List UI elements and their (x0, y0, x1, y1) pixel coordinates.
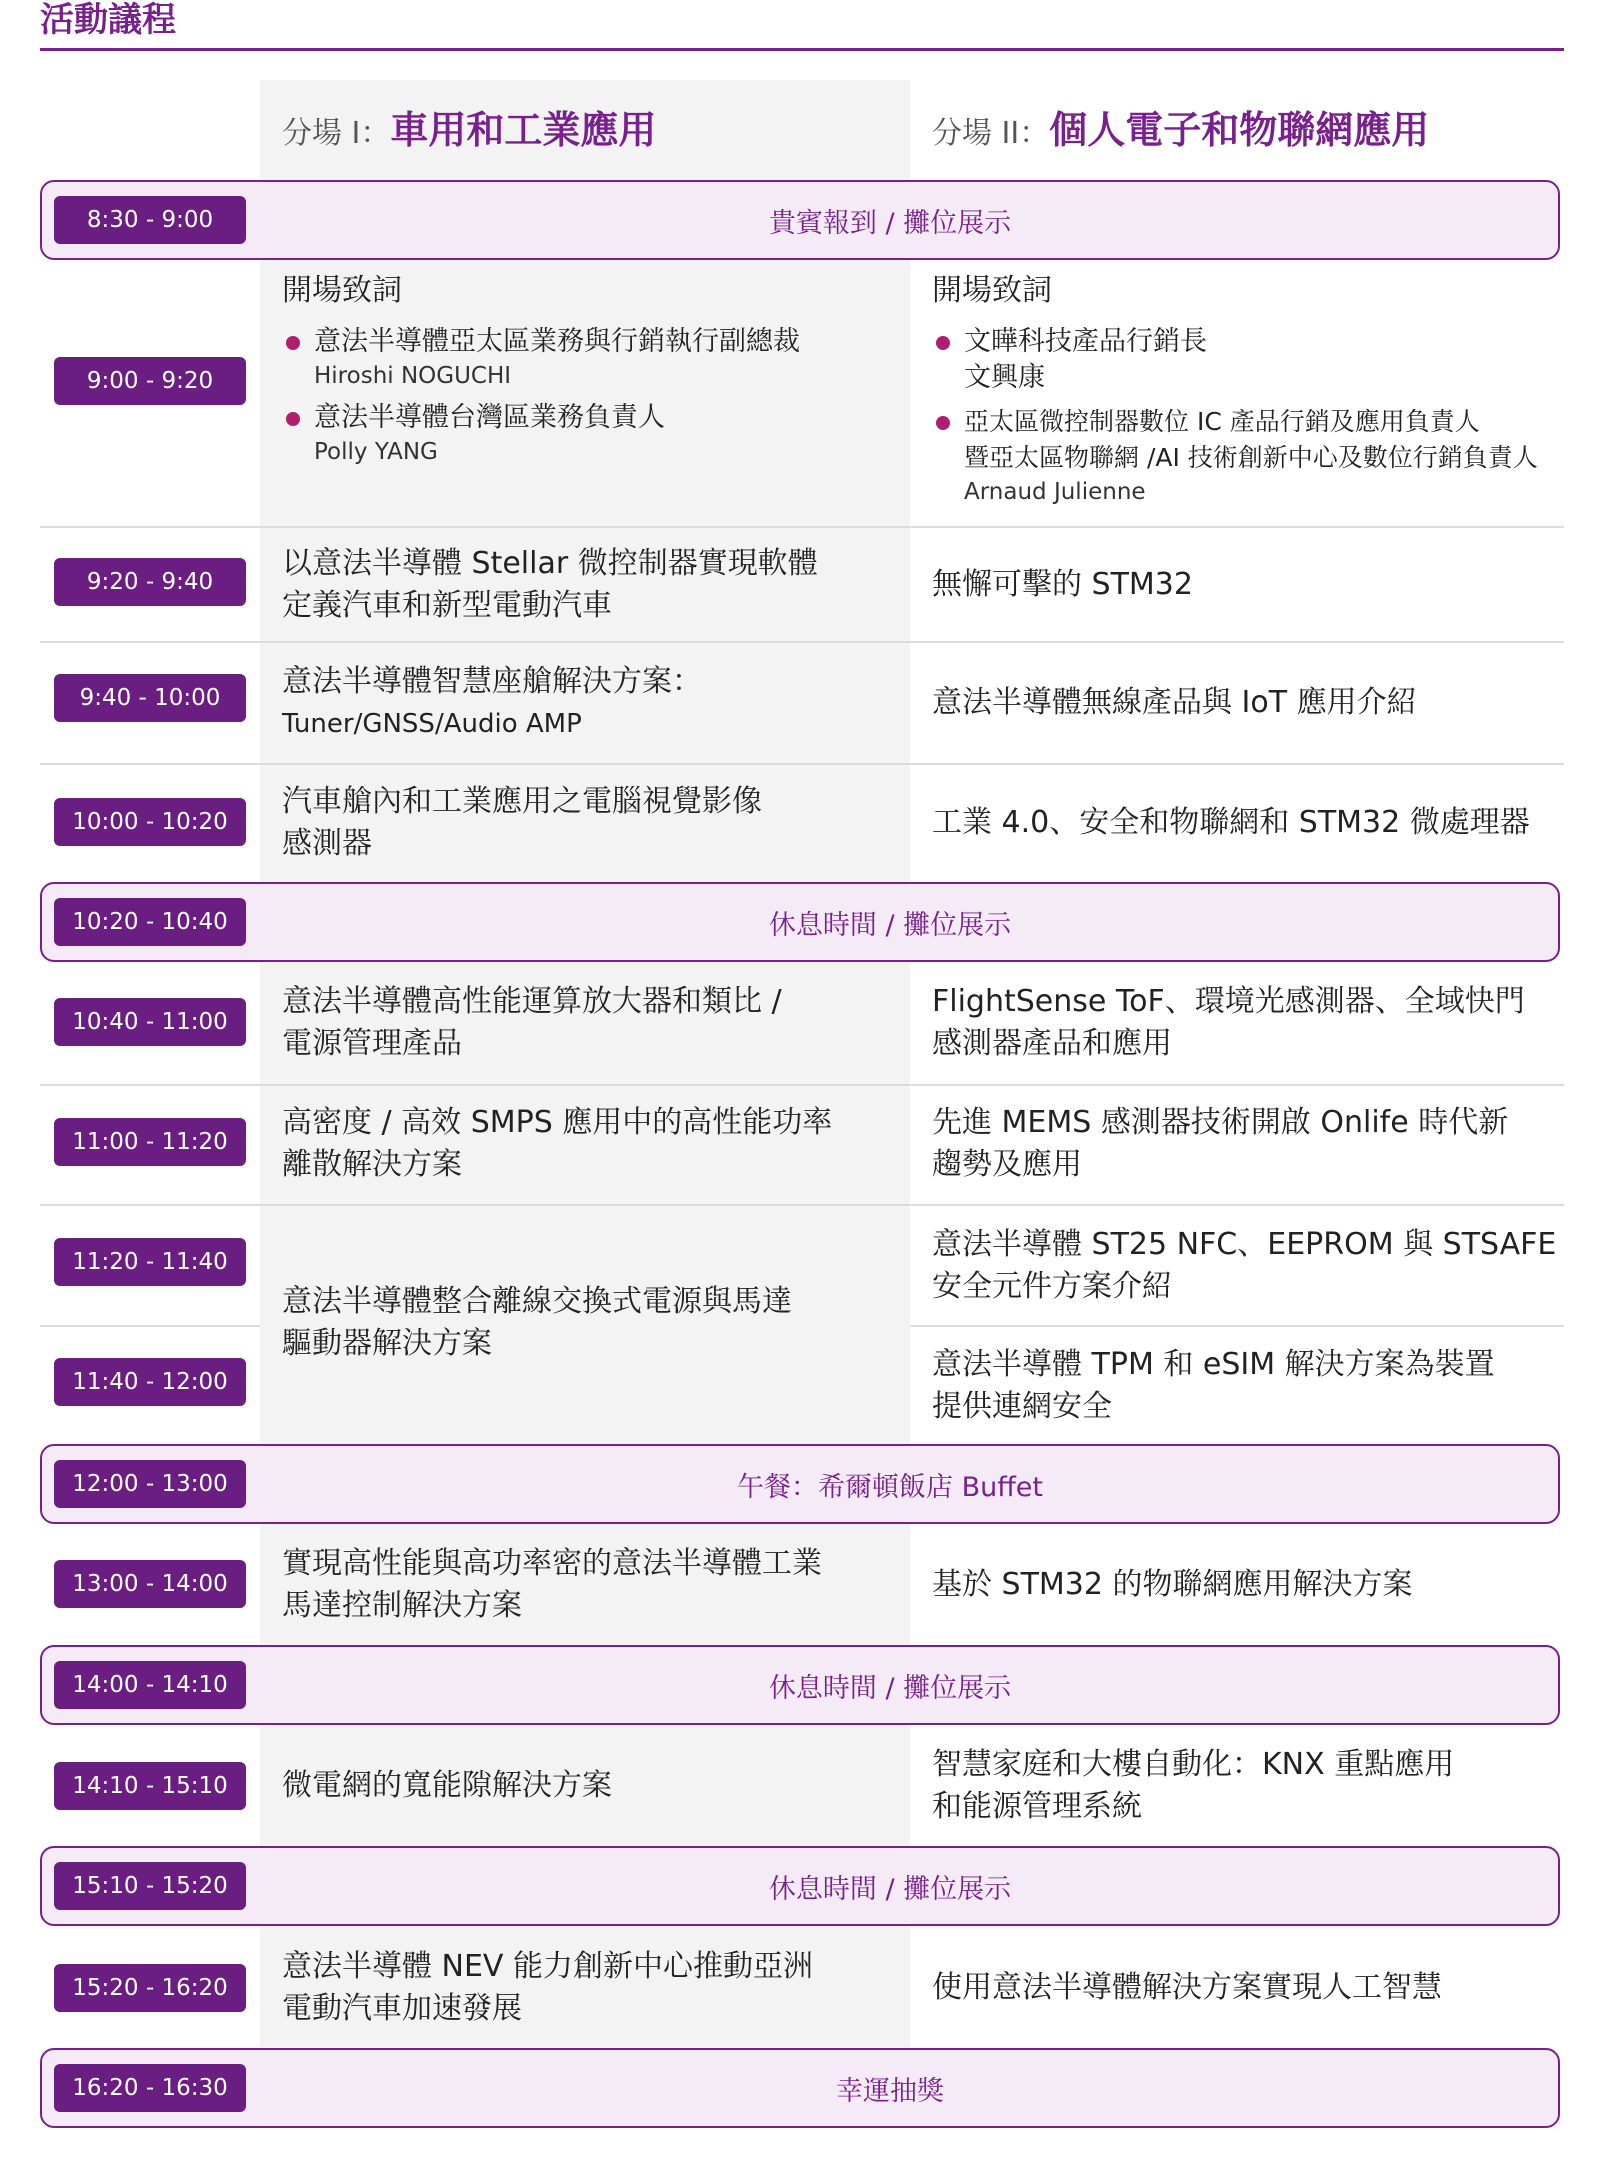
speaker-name: Arnaud Julienne (964, 479, 1146, 505)
opening-heading: 開場致詞 (932, 273, 1052, 308)
time-pill: 11:00 - 11:20 (54, 1118, 246, 1166)
talk-session2 (932, 530, 1562, 640)
talk-session1 (282, 768, 892, 878)
time-pill: 14:10 - 15:10 (54, 1762, 246, 1810)
talk-line: 使用意法半導體解決方案實現人工智慧 (932, 1970, 1442, 2005)
band-text: 休息時間 / 攤位展示 (768, 1873, 1012, 1905)
speaker-title: 意法半導體亞太區業務與行銷執行副總裁 (314, 326, 800, 357)
talk-session2 (932, 1088, 1562, 1200)
band-break (40, 1846, 1560, 1926)
talk-line: 實現高性能與高功率密的意法半導體工業 (282, 1546, 822, 1581)
talk-line: 基於 STM32 的物聯網應用解決方案 (932, 1567, 1413, 1602)
session2-prefix: 分場 II： (932, 116, 1050, 151)
speaker-name: 文興康 (964, 362, 1045, 393)
talk-session2 (932, 768, 1562, 878)
talk-line: 意法半導體高性能運算放大器和類比 / (282, 984, 782, 1019)
opening-session1 (282, 270, 892, 520)
time-pill: 15:10 - 15:20 (54, 1862, 246, 1910)
time-pill: 9:40 - 10:00 (54, 674, 246, 722)
talk-line: 驅動器解決方案 (282, 1326, 492, 1361)
talk-line: 高密度 / 高效 SMPS 應用中的高性能功率 (282, 1105, 833, 1140)
talk-line: 工業 4.0、安全和物聯網和 STM32 微處理器 (932, 805, 1530, 840)
talk-line: 以意法半導體 Stellar 微控制器實現軟體 (282, 546, 818, 581)
time-pill: 11:40 - 12:00 (54, 1358, 246, 1406)
opening-heading: 開場致詞 (282, 273, 402, 308)
time-pill: 12:00 - 13:00 (54, 1460, 246, 1508)
speaker-title: 文曄科技產品行銷長 (964, 326, 1207, 357)
time-pill: 16:20 - 16:30 (54, 2064, 246, 2112)
talk-session2 (932, 1932, 1562, 2044)
band-lucky-draw (40, 2048, 1560, 2128)
band-text: 午餐：希爾頓飯店 Buffet (736, 1471, 1044, 1503)
speaker-title: 亞太區微控制器數位 IC 產品行銷及應用負責人 (964, 407, 1480, 436)
time-pill: 13:00 - 14:00 (54, 1560, 246, 1608)
talk-line: 馬達控制解決方案 (282, 1588, 522, 1623)
speaker-title-2: 暨亞太區物聯網 /AI 技術創新中心及數位行銷負責人 (964, 443, 1538, 472)
session1-prefix: 分場 I： (282, 116, 391, 151)
speaker-item (932, 404, 1572, 508)
talk-session2 (932, 1328, 1562, 1443)
talk-session2 (932, 1530, 1562, 1640)
talk-line: 電動汽車加速發展 (282, 1991, 522, 2026)
band-break (40, 1645, 1560, 1725)
row-divider (40, 763, 1564, 765)
talk-session1 (282, 530, 892, 640)
speaker-name: Polly YANG (314, 439, 438, 465)
talk-line: 感測器產品和應用 (932, 1026, 1172, 1061)
talk-session2 (932, 1731, 1562, 1841)
bullet-icon (286, 336, 300, 350)
bullet-icon (286, 412, 300, 426)
time-pill: 9:20 - 9:40 (54, 558, 246, 606)
time-pill: 10:00 - 10:20 (54, 798, 246, 846)
time-pill: 8:30 - 9:00 (54, 196, 246, 244)
title-rule (40, 48, 1564, 51)
speaker-item (282, 400, 892, 468)
row-divider (40, 526, 1564, 528)
band-registration (40, 180, 1560, 260)
talk-line: 感測器 (282, 826, 372, 861)
talk-line: Tuner/GNSS/Audio AMP (282, 708, 582, 739)
session1-header (282, 106, 656, 158)
talk-session1 (282, 1932, 892, 2044)
talk-session1 (282, 645, 892, 760)
speaker-item (932, 324, 1572, 396)
talk-line: 電源管理產品 (282, 1026, 462, 1061)
time-pill: 10:20 - 10:40 (54, 898, 246, 946)
time-pill: 10:40 - 11:00 (54, 998, 246, 1046)
time-pill: 15:20 - 16:20 (54, 1964, 246, 2012)
talk-line: 意法半導體無線產品與 IoT 應用介紹 (932, 684, 1417, 720)
talk-line: 意法半導體 NEV 能力創新中心推動亞洲 (282, 1949, 813, 1984)
talk-line: 和能源管理系統 (932, 1789, 1142, 1824)
speaker-title: 意法半導體台灣區業務負責人 (314, 402, 665, 433)
talk-session1 (282, 1088, 892, 1200)
time-pill: 9:00 - 9:20 (54, 357, 246, 405)
talk-line: 趨勢及應用 (932, 1147, 1082, 1182)
talk-line: 微電網的寬能隙解決方案 (282, 1768, 612, 1803)
talk-line: 意法半導體 ST25 NFC、EEPROM 與 STSAFE (932, 1226, 1557, 1262)
session1-name: 車用和工業應用 (390, 108, 657, 152)
talk-line: 離散解決方案 (282, 1147, 462, 1182)
talk-line: 定義汽車和新型電動汽車 (282, 588, 612, 623)
band-lunch (40, 1444, 1560, 1524)
band-break (40, 882, 1560, 962)
speaker-item (282, 324, 892, 392)
band-text: 休息時間 / 攤位展示 (768, 1672, 1012, 1704)
talk-line: 意法半導體智慧座艙解決方案： (282, 663, 702, 699)
talk-line: 意法半導體整合離線交換式電源與馬達 (282, 1284, 792, 1319)
bullet-icon (936, 416, 950, 430)
talk-line: 安全元件方案介紹 (932, 1268, 1172, 1304)
talk-line: 無懈可擊的 STM32 (932, 567, 1193, 602)
talk-line: 提供連網安全 (932, 1388, 1112, 1424)
talk-line: 智慧家庭和大樓自動化：KNX 重點應用 (932, 1747, 1455, 1782)
talk-session2 (932, 1208, 1562, 1323)
band-text: 幸運抽獎 (836, 2075, 944, 2107)
session2-name: 個人電子和物聯網應用 (1049, 108, 1430, 152)
row-divider (40, 1084, 1564, 1086)
page-title: 活動議程 (40, 0, 176, 40)
speaker-name: Hiroshi NOGUCHI (314, 363, 512, 389)
session2-header (932, 106, 1429, 158)
talk-line: 先進 MEMS 感測器技術開啟 Onlife 時代新 (932, 1105, 1509, 1140)
time-pill: 14:00 - 14:10 (54, 1661, 246, 1709)
talk-session1 (282, 968, 892, 1078)
opening-session2 (932, 270, 1572, 520)
talk-line: FlightSense ToF、環境光感測器、全域快門 (932, 984, 1525, 1019)
row-divider (40, 1204, 1564, 1206)
talk-session1 (282, 1731, 892, 1841)
talk-session2 (932, 645, 1562, 760)
band-text: 貴賓報到 / 攤位展示 (768, 207, 1012, 239)
row-divider (40, 641, 1564, 643)
talk-session1 (282, 1208, 892, 1438)
time-pill: 11:20 - 11:40 (54, 1238, 246, 1286)
talk-session2 (932, 968, 1562, 1078)
talk-line: 意法半導體 TPM 和 eSIM 解決方案為裝置 (932, 1346, 1495, 1382)
talk-session1 (282, 1530, 892, 1640)
row-divider (910, 1325, 1564, 1327)
band-text: 休息時間 / 攤位展示 (768, 909, 1012, 941)
talk-line: 汽車艙內和工業應用之電腦視覺影像 (282, 784, 762, 819)
row-divider (40, 1325, 260, 1327)
bullet-icon (936, 336, 950, 350)
